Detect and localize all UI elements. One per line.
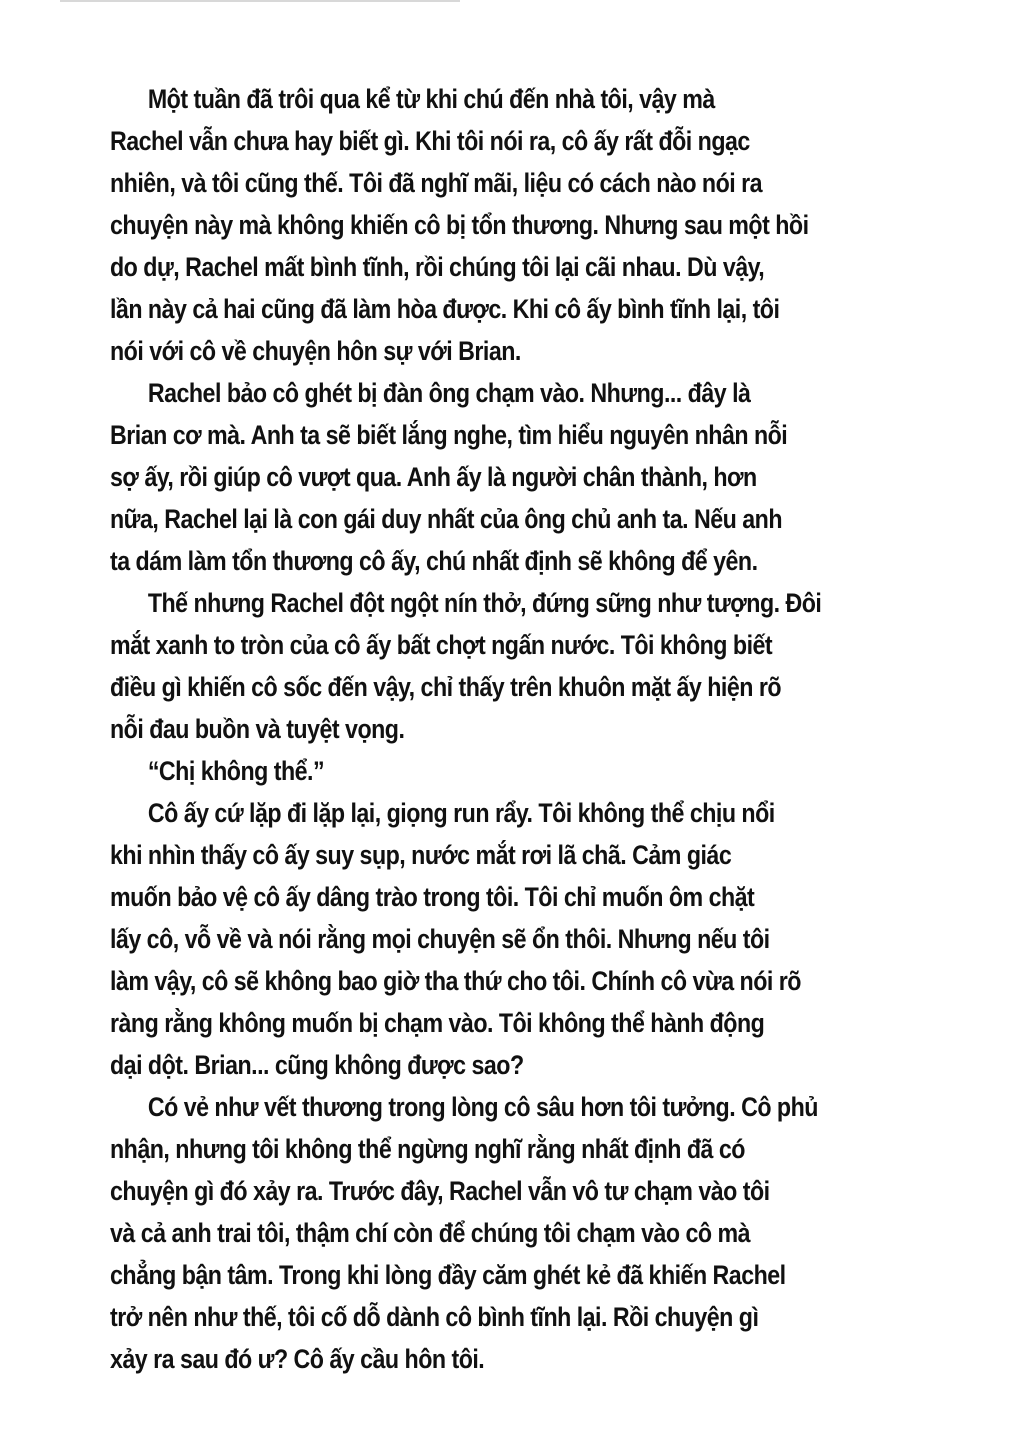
text-line: Có vẻ như vết thương trong lòng cô sâu hơn tôi tưởng. Cô phủ	[147, 1092, 818, 1122]
text-line: chuyện này mà không khiến cô bị tổn thương. Nhưng sau một hồi	[110, 210, 809, 240]
text-line: chẳng bận tâm. Trong khi lòng đầy căm ghét kẻ đã khiến Rachel	[110, 1260, 786, 1290]
text-line: ràng rằng không muốn bị chạm vào. Tôi không thể hành động	[110, 1008, 765, 1038]
text-line: ta dám làm tổn thương cô ấy, chú nhất định sẽ không để yên.	[110, 546, 758, 576]
text-line: khi nhìn thấy cô ấy suy sụp, nước mắt rơi lã chã. Cảm giác	[110, 840, 732, 870]
text-line: nỗi đau buồn và tuyệt vọng.	[110, 714, 405, 744]
text-line: xảy ra sau đó ư? Cô ấy cầu hôn tôi.	[110, 1344, 485, 1374]
text-line: Brian cơ mà. Anh ta sẽ biết lắng nghe, tìm hiểu nguyên nhân nỗi	[110, 420, 788, 450]
text-line: Rachel bảo cô ghét bị đàn ông chạm vào. Nhưng... đây là	[147, 378, 751, 408]
text-page	[110, 78, 820, 1380]
text-line: sợ ấy, rồi giúp cô vượt qua. Anh ấy là người chân thành, hơn	[110, 462, 757, 492]
text-line: chuyện gì đó xảy ra. Trước đây, Rachel vẫn vô tư chạm vào tôi	[110, 1176, 770, 1206]
paragraph-6	[110, 1086, 820, 1380]
text-line: làm vậy, cô sẽ không bao giờ tha thứ cho tôi. Chính cô vừa nói rõ	[110, 966, 801, 996]
text-line: nữa, Rachel lại là con gái duy nhất của ông chủ anh ta. Nếu anh	[110, 504, 782, 534]
paragraph-2	[110, 372, 820, 582]
text-line: trở nên như thế, tôi cố dỗ dành cô bình tĩnh lại. Rồi chuyện gì	[110, 1302, 759, 1332]
text-line: lần này cả hai cũng đã làm hòa được. Khi cô ấy bình tĩnh lại, tôi	[110, 294, 780, 324]
paragraph-5	[110, 792, 820, 1086]
text-line: Thế nhưng Rachel đột ngột nín thở, đứng sững như tượng. Đôi	[147, 588, 822, 618]
text-line: nhiên, và tôi cũng thế. Tôi đã nghĩ mãi, liệu có cách nào nói ra	[110, 168, 763, 198]
text-line: và cả anh trai tôi, thậm chí còn để chúng tôi chạm vào cô mà	[110, 1218, 751, 1248]
text-line: mắt xanh to tròn của cô ấy bất chợt ngấn nước. Tôi không biết	[110, 630, 773, 660]
text-line: muốn bảo vệ cô ấy dâng trào trong tôi. Tôi chỉ muốn ôm chặt	[110, 882, 755, 912]
text-line: dại dột. Brian... cũng không được sao?	[110, 1050, 524, 1080]
page-top-edge	[60, 0, 460, 2]
paragraph-1	[110, 78, 820, 372]
text-line: do dự, Rachel mất bình tĩnh, rồi chúng tôi lại cãi nhau. Dù vậy,	[110, 252, 765, 282]
text-line: “Chị không thể.”	[147, 756, 325, 786]
text-line: Một tuần đã trôi qua kể từ khi chú đến nhà tôi, vậy mà	[147, 84, 715, 114]
text-line: nói với cô về chuyện hôn sự với Brian.	[110, 336, 521, 366]
paragraph-4-dialogue	[110, 750, 820, 792]
text-line: điều gì khiến cô sốc đến vậy, chỉ thấy trên khuôn mặt ấy hiện rõ	[110, 672, 782, 702]
text-line: nhận, nhưng tôi không thể ngừng nghĩ rằng nhất định đã có	[110, 1134, 745, 1164]
text-line: lấy cô, vỗ về và nói rằng mọi chuyện sẽ ổn thôi. Nhưng nếu tôi	[110, 924, 770, 954]
text-line: Cô ấy cứ lặp đi lặp lại, giọng run rẩy. Tôi không thể chịu nổi	[147, 798, 775, 828]
paragraph-3	[110, 582, 820, 750]
text-line: Rachel vẫn chưa hay biết gì. Khi tôi nói ra, cô ấy rất đỗi ngạc	[110, 126, 750, 156]
